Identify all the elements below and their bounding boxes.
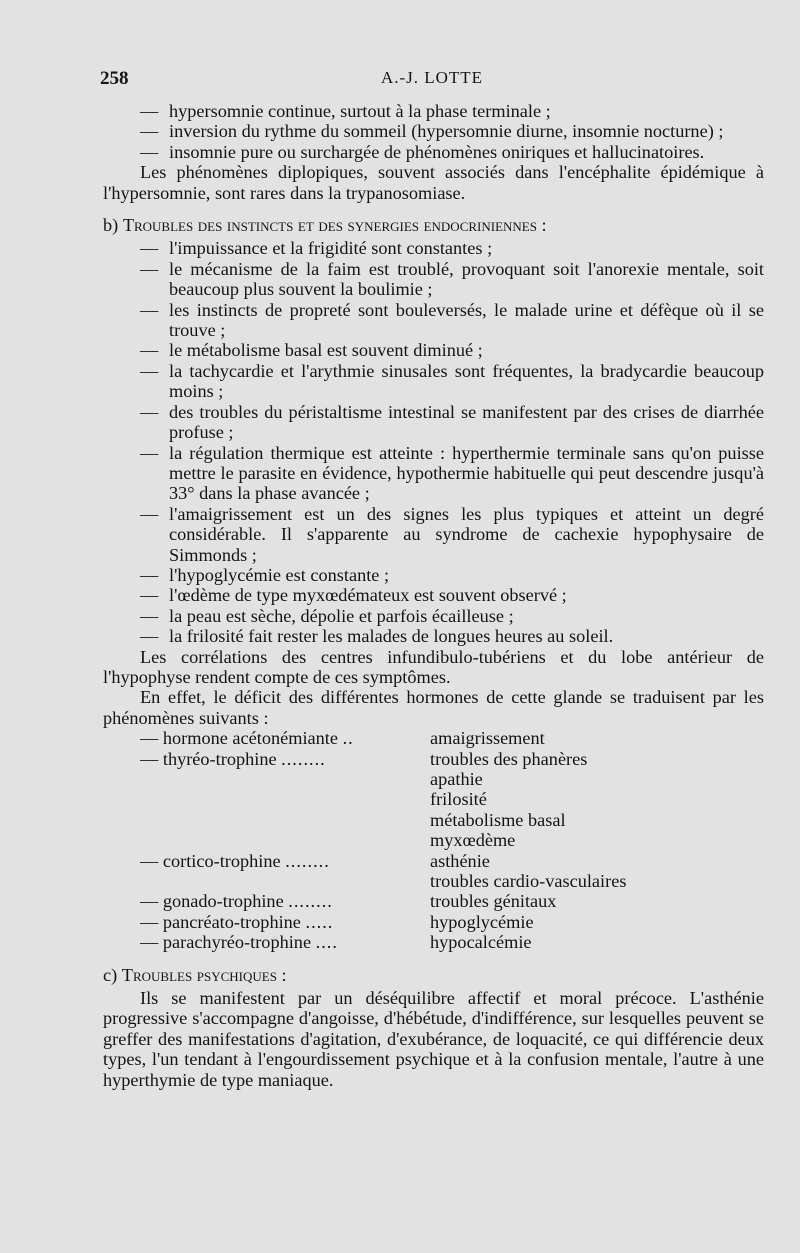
symptom: troubles cardio-vasculaires bbox=[430, 871, 627, 892]
hormone-cell: — parachyréo-trophine .... bbox=[140, 932, 338, 953]
symptom: myxœdème bbox=[430, 830, 516, 851]
list-item: — l'amaigrissement est un des signes les plus typiques et atteint un degré considérable. Il s'apparente au syndrome de cachexie hypophysaire de Simmonds ; bbox=[140, 504, 764, 565]
hormone-row bbox=[140, 932, 764, 952]
section-title: Troubles psychiques : bbox=[121, 964, 287, 985]
section-prefix: b) bbox=[103, 215, 119, 236]
symptom: métabolisme basal bbox=[430, 809, 566, 830]
section-title: Troubles des instincts et des synergies endocriniennes : bbox=[122, 215, 547, 236]
symptom: apathie bbox=[430, 769, 483, 789]
hormone-cell: — thyréo-trophine ........ bbox=[140, 748, 326, 769]
symptom-cell bbox=[430, 932, 764, 952]
dot-leader: ........ bbox=[288, 891, 333, 912]
list-item: — le métabolisme basal est souvent diminué ; bbox=[140, 340, 764, 360]
symptom: frilosité bbox=[430, 789, 487, 810]
hormone-name: pancréato-trophine bbox=[162, 911, 301, 932]
list-item: — le mécanisme de la faim est troublé, provoquant soit l'anorexie mentale, soit beaucoup plus souvent la boulimie ; bbox=[140, 259, 764, 300]
hormone-cell: — pancréato-trophine ..... bbox=[140, 911, 334, 932]
hormone-name: parachyréo-trophine bbox=[162, 932, 312, 953]
dot-leader: ........ bbox=[285, 850, 330, 871]
hormone-cell: — cortico-trophine ........ bbox=[140, 850, 330, 871]
symptom: hypoglycémie bbox=[430, 911, 534, 932]
list-item: — la frilosité fait rester les malades de longues heures au soleil. bbox=[140, 626, 764, 646]
symptom: troubles des phanères bbox=[430, 748, 588, 769]
sleep-disorders-list bbox=[103, 101, 764, 162]
hormone-row bbox=[140, 912, 764, 932]
list-item: — inversion du rythme du sommeil (hypersomnie diurne, insomnie nocturne) ; bbox=[140, 121, 764, 141]
list-item: — la peau est sèche, dépolie et parfois écailleuse ; bbox=[140, 606, 764, 626]
list-item: — l'impuissance et la frigidité sont constantes ; bbox=[140, 238, 764, 258]
hormone-cell: — hormone acétonémiante .. bbox=[140, 728, 354, 749]
list-item: — hypersomnie continue, surtout à la phase terminale ; bbox=[140, 101, 764, 121]
symptom-cell bbox=[430, 851, 764, 892]
list-item: — la régulation thermique est atteinte : hyperthermie terminale sans qu'on puisse mettre le parasite en évidence, hypothermie habituelle qui peut descendre jusqu'à 33° dans la phase avancée ; bbox=[140, 443, 764, 504]
symptom-cell bbox=[430, 749, 764, 851]
paragraph-diplopia: Les phénomènes diplopiques, souvent associés dans l'encéphalite épidémique à l'hypersomnie, sont rares dans la trypanosomiase. bbox=[103, 162, 764, 203]
symptom: troubles génitaux bbox=[430, 891, 557, 912]
symptom: asthénie bbox=[430, 850, 490, 871]
hormone-name: thyréo-trophine bbox=[162, 748, 277, 769]
symptom-cell bbox=[430, 728, 764, 748]
section-heading-c bbox=[103, 965, 764, 985]
list-item: — les instincts de propreté sont bouleversés, le malade urine et défèque où il se trouve ; bbox=[140, 300, 764, 341]
page-header bbox=[100, 68, 764, 92]
list-item: — des troubles du péristaltisme intestinal se manifestent par des crises de diarrhée profuse ; bbox=[140, 402, 764, 443]
paragraph-deficit: En effet, le déficit des différentes hormones de cette glande se traduisent par les phénomènes suivants : bbox=[103, 687, 764, 728]
symptom-cell bbox=[430, 912, 764, 932]
paragraph-correlations: Les corrélations des centres infundibulo-tubériens et du lobe antérieur de l'hypophyse rendent compte de ces symptômes. bbox=[103, 646, 764, 687]
hormone-row bbox=[140, 851, 764, 892]
dot-leader: ........ bbox=[281, 748, 326, 769]
instinct-disorders-list bbox=[103, 238, 764, 646]
page-number: 258 bbox=[100, 68, 129, 89]
symptom: amaigrissement bbox=[430, 728, 545, 749]
hormone-row bbox=[140, 891, 764, 911]
hormone-name: gonado-trophine bbox=[162, 891, 284, 912]
hormone-name: cortico-trophine bbox=[162, 850, 281, 871]
list-item: — la tachycardie et l'arythmie sinusales sont fréquentes, la bradycardie beaucoup moins ; bbox=[140, 361, 764, 402]
hormone-row bbox=[140, 728, 764, 748]
page-body bbox=[103, 101, 764, 1090]
symptom: hypocalcémie bbox=[430, 932, 532, 953]
section-heading-b bbox=[103, 215, 764, 235]
list-item: — l'hypoglycémie est constante ; bbox=[140, 565, 764, 585]
dot-leader: .. bbox=[342, 728, 354, 749]
hormone-name: hormone acétonémiante bbox=[162, 728, 338, 749]
list-item: — insomnie pure ou surchargée de phénomènes oniriques et hallucinatoires. bbox=[140, 142, 764, 162]
dot-leader: .... bbox=[315, 932, 338, 953]
paragraph-psychic: Ils se manifestent par un déséquilibre affectif et moral précoce. L'asthénie progressive s'accompagne d'angoisse, d'hébétude, d'indifférence, sur lesquelles peuvent se greffer des manifestations d'agitation, d'exubérance, de loquacité, ce qui différencie deux types, l'un tendant à l'engourdissement psychique et à la confusion mentale, l'autre à une hyperthymie de type maniaque. bbox=[103, 988, 764, 1090]
hormone-table bbox=[103, 728, 764, 952]
list-item: — l'œdème de type myxœdémateux est souvent observé ; bbox=[140, 585, 764, 605]
running-title: A.-J. LOTTE bbox=[380, 68, 484, 87]
symptom-cell bbox=[430, 891, 764, 911]
section-prefix: c) bbox=[103, 964, 118, 985]
hormone-cell: — gonado-trophine ........ bbox=[140, 891, 333, 912]
hormone-row bbox=[140, 749, 764, 851]
dot-leader: ..... bbox=[305, 911, 334, 932]
